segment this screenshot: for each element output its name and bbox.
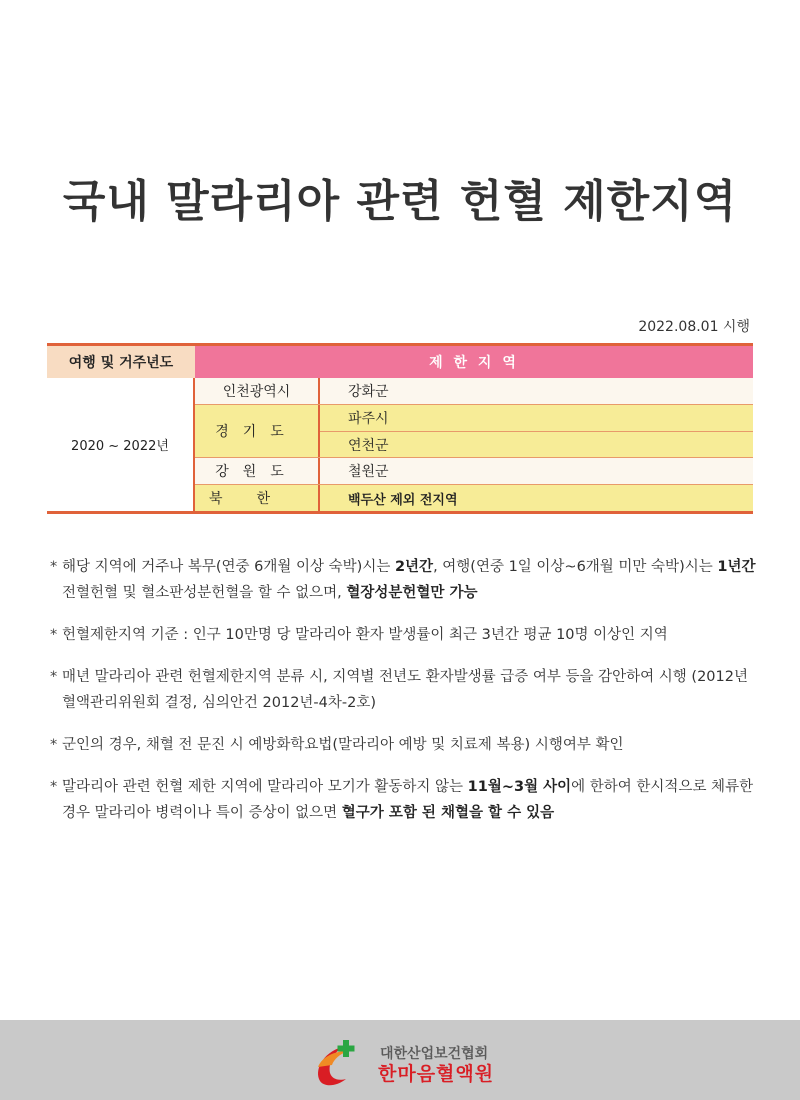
note-emphasis: 혈장성분헌혈만 가능: [346, 585, 478, 601]
city-cell: 연천군: [320, 431, 753, 457]
note-emphasis: 11월~3월 사이: [467, 779, 572, 795]
note-segment: 해당 지역에 거주나 복무(연중 6개월 이상 숙박)시는: [62, 559, 395, 575]
city-cell: 파주시: [320, 405, 753, 431]
province-cell: 경기도: [195, 405, 320, 457]
table-row: [195, 378, 753, 405]
note-text: [62, 622, 760, 648]
city-cells: [320, 458, 753, 484]
city-cell: 강화군: [320, 378, 753, 404]
red-swoosh-green-cross-logo-icon: [312, 1037, 372, 1087]
note-emphasis: 2년간: [394, 559, 434, 575]
org-sub-name: 한마음혈액원: [378, 1063, 495, 1085]
table-row: [195, 485, 753, 511]
note-segment: 매년 말라리아 관련 헌혈제한지역 분류 시, 지역별 전년도 환자발생률 급증 여부 등을 감안하여 시행 (2012년 혈액관리위원회 결정, 심의안건 2012년-4차-2호): [62, 669, 748, 711]
province-cell: 북한: [195, 485, 320, 511]
note-item: [50, 732, 760, 758]
note-text: [62, 664, 760, 716]
org-logo: [312, 1037, 512, 1087]
city-cells: [320, 378, 753, 404]
note-segment: 헌혈제한지역 기준 : 인구 10만명 당 말라리아 환자 발생률이 최근 3년간 평균 10명 이상인 지역: [62, 627, 668, 643]
asterisk-bullet: *: [50, 669, 58, 685]
note-segment: , 여행(연중 1일 이상~6개월 미만 숙박)시는: [433, 559, 718, 575]
note-segment: 군인의 경우, 채혈 전 문진 시 예방화학요법(말라리아 예방 및 치료제 복용) 시행여부 확인: [62, 737, 624, 753]
note-segment: 에 한하여 한시적으로 체류한 경우 말라리아 병력이나 특이 증상이 없으면: [62, 779, 754, 821]
province-cell: 인천광역시: [195, 378, 320, 404]
city-cells: [320, 405, 753, 457]
table-row: [195, 405, 753, 458]
effective-date: 2022.08.01 시행: [638, 319, 750, 335]
table-header: [47, 346, 753, 378]
asterisk-bullet: *: [50, 779, 58, 795]
note-segment: 전혈헌혈 및 혈소판성분헌혈을 할 수 없으며,: [62, 585, 347, 601]
note-emphasis: 혈구가 포함 된 채혈을 할 수 있음: [341, 805, 555, 821]
city-cell: 철원군: [320, 458, 753, 484]
asterisk-bullet: *: [50, 737, 58, 753]
restriction-table: [47, 343, 753, 514]
table-row: [195, 458, 753, 485]
region-rows: [195, 378, 753, 511]
page-title: 국내 말라리아 관련 헌혈 제한지역: [62, 176, 738, 227]
asterisk-bullet: *: [50, 559, 58, 575]
org-name: 대한산업보건협회: [380, 1046, 489, 1062]
note-text: [62, 732, 760, 758]
note-item: [50, 622, 760, 648]
header-region: 제 한 지 역: [195, 346, 753, 378]
table-body: [47, 378, 753, 511]
note-item: [50, 554, 760, 606]
note-segment: 말라리아 관련 헌혈 제한 지역에 말라리아 모기가 활동하지 않는: [62, 779, 468, 795]
city-cells: [320, 485, 753, 511]
note-emphasis: 1년간: [717, 559, 756, 575]
notes-list: [50, 554, 760, 826]
city-cell: 백두산 제외 전지역: [320, 485, 753, 511]
asterisk-bullet: *: [50, 627, 58, 643]
period-cell: 2020 ~ 2022년: [47, 378, 195, 511]
note-text: [62, 774, 760, 826]
note-item: [50, 664, 760, 716]
header-period: 여행 및 거주년도: [47, 346, 195, 378]
note-item: [50, 774, 760, 826]
note-text: [62, 554, 760, 606]
footer-band: [0, 1020, 800, 1100]
province-cell: 강원도: [195, 458, 320, 484]
